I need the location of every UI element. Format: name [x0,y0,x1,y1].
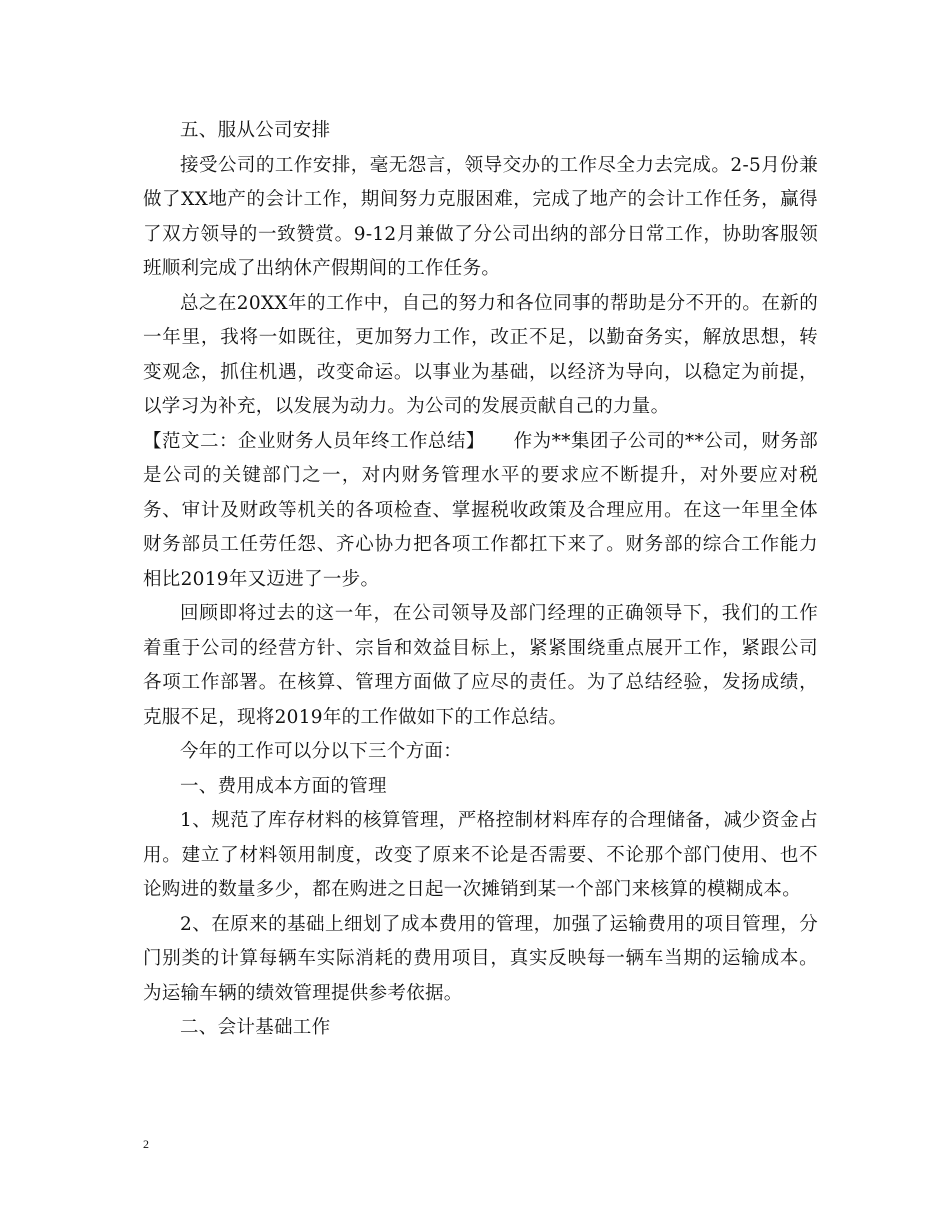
paragraph-item-2: 2、在原来的基础上细划了成本费用的管理，加强了运输费用的项目管理，分门别类的计算每辆车实际消耗的费用项目，真实反映每一辆车当期的运输成本。为运输车辆的绩效管理提供参考依据。 [143,913,818,1004]
paragraph-three-aspects: 今年的工作可以分以下三个方面： [180,741,463,762]
section-heading-cost-management: 一、费用成本方面的管理 [180,775,387,797]
paragraph-sample-two-intro: 【范文二：企业财务人员年终工作总结】 作为**集团子公司的**公司，财务部是公司的关键部门之一，对内财务管理水平的要求应不断提升，对外要应对税务、审计及财政等机关的各项检查、掌握税收政策及合理应用。在这一年里全体财务部员工任劳任怨、齐心协力把各项工作都扛下来了。财务部的综合工作能力相比2019年又迈进了一步。 [143,430,818,590]
paragraph-year-review: 回顾即将过去的这一年，在公司领导及部门经理的正确领导下，我们的工作着重于公司的经营方针、宗旨和效益目标上，紧紧围绕重点展开工作，紧跟公司各项工作部署。在核算、管理方面做了应尽的责任。为了总结经验，发扬成绩，克服不足，现将2019年的工作做如下的工作总结。 [143,603,818,728]
paragraph-item-1: 1、规范了库存材料的核算管理，严格控制材料库存的合理储备，减少资金占用。建立了材料领用制度，改变了原来不论是否需要、不论那个部门使用、也不论购进的数量多少，都在购进之日起一次摊销到某一个部门来核算的模糊成本。 [143,810,818,900]
document-body [143,114,818,1046]
section-heading-obey-arrangement: 五、服从公司安排 [180,120,331,141]
section-heading-accounting-basics: 二、会计基础工作 [180,1017,331,1038]
paragraph-conclusion: 总之在20XX年的工作中，自己的努力和各位同事的帮助是分不开的。在新的一年里，我将一如既往，更加努力工作，改正不足，以勤奋务实，解放思想，转变观念，抓住机遇，改变命运。以事业为基础，以经济为导向，以稳定为前提，以学习为补充，以发展为动力。为公司的发展贡献自己的力量。 [143,292,818,417]
page-number: 2 [143,1137,149,1151]
paragraph-work-arrangement: 接受公司的工作安排，毫无怨言，领导交办的工作尽全力去完成。2-5月份兼做了XX地产的会计工作，期间努力克服困难，完成了地产的会计工作任务，赢得了双方领导的一致赞赏。9-12月兼做了分公司出纳的部分日常工作，协助客服领班顺利完成了出纳休产假期间的工作任务。 [143,154,818,279]
